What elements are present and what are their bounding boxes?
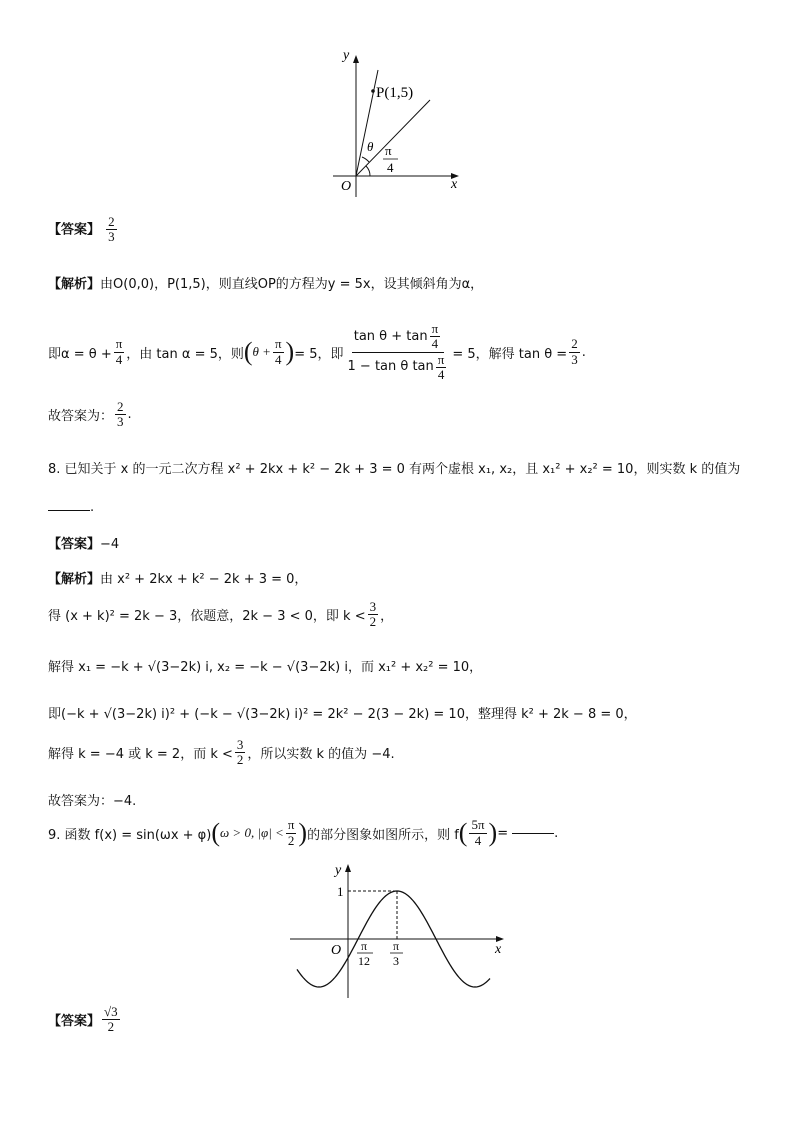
q7-analysis-line2: [48, 322, 586, 382]
a2-part-a: 得 (x + k)² = 2k − 3，依题意，2k − 3 < 0，即 k <: [48, 609, 366, 625]
line2-part-a: 即α = θ +: [48, 346, 112, 362]
y-label: y: [343, 48, 350, 63]
answer-tag: 【答案】: [48, 222, 101, 238]
q9-stem: [48, 818, 558, 848]
angle-arc-pi4: [366, 166, 370, 176]
y-label: y: [335, 863, 342, 878]
num: π: [115, 336, 123, 352]
den: 2: [369, 614, 377, 630]
paren-right: ): [298, 818, 308, 847]
q8-analysis-2: [48, 600, 393, 630]
q8-analysis-4: 即(−k + √(3−2k) i)² + (−k − √(3−2k) i)² = 2k² − 2(3 − 2k) = 10，整理得 k² + 2k − 8 = 0，: [48, 707, 637, 722]
den: 4: [474, 832, 482, 848]
num: 3: [369, 599, 377, 614]
line2-part-c: = 5，即: [294, 346, 344, 362]
tan-den-text: 1 − tan θ tan: [347, 359, 434, 375]
q7-conclusion: [48, 400, 132, 430]
analysis-tag: 【解析】: [48, 572, 101, 587]
two-thirds: [569, 337, 580, 367]
one-label: 1: [337, 884, 344, 899]
point-label: P(1,5): [376, 85, 414, 101]
q8-conclusion: 故答案为：−4.: [48, 794, 137, 809]
angle-arc-theta: [362, 157, 369, 162]
num: 3: [236, 737, 244, 752]
den: 4: [115, 351, 123, 367]
q8-analysis-3: 解得 x₁ = −k + √(3−2k) i, x₂ = −k − √(3−2k) i，而 x₁² + x₂² = 10，: [48, 660, 483, 675]
num: π: [437, 351, 445, 367]
line2-part-b: ，由 tan α = 5，则: [126, 346, 244, 362]
conclusion-text: 故答案为：: [48, 409, 114, 425]
y-axis-arrow: [353, 55, 359, 63]
pi12-num: π: [361, 939, 368, 953]
den: 4: [275, 351, 282, 367]
paren-left: (: [243, 337, 253, 367]
stem-part-c: =: [497, 825, 509, 841]
paren-right: ): [488, 818, 498, 847]
line2-part-d: = 5，解得 tan θ =: [452, 346, 568, 362]
theta-plus: θ +: [252, 344, 271, 360]
q7-analysis-line1: [48, 273, 483, 292]
answer-value: −4: [100, 537, 120, 552]
two-thirds: [115, 400, 126, 430]
period: .: [581, 344, 586, 360]
q8-analysis-1: [48, 568, 307, 587]
y-axis-arrow: [345, 864, 351, 872]
a2-part-b: ，: [380, 609, 394, 625]
answer-den: 2: [107, 1019, 115, 1035]
figure-angle-diagram: [325, 45, 475, 200]
x-label: x: [451, 177, 458, 192]
num: 5π: [471, 817, 485, 833]
pi12-den: 12: [358, 954, 370, 968]
num: π: [287, 817, 295, 833]
q9-answer: [48, 1005, 122, 1035]
answer-num: √3: [104, 1004, 118, 1019]
answer-fraction: [106, 215, 117, 245]
num: 2: [117, 399, 124, 414]
figure-sine-graph: [285, 858, 510, 1003]
tan-num: [352, 322, 444, 353]
den: 2: [287, 832, 295, 848]
origin-label: O: [341, 179, 352, 194]
q8-stem: 8. 已知关于 x 的一元二次方程 x² + 2kx + k² − 2k + 3 = 0 有两个虚根 x₁, x₂，且 x₁² + x₂² = 10，则实数 k 的值为: [48, 462, 741, 477]
answer-tag: 【答案】: [48, 1014, 101, 1030]
stem-condition: ω > 0, |φ| <: [220, 825, 284, 840]
analysis-text: 由O(0,0)，P(1,5)，则直线OP的方程为y = 5x，设其倾斜角为α，: [100, 277, 484, 292]
a5-part-a: 解得 k = −4 或 k = 2，而 k <: [48, 747, 233, 763]
analysis-text: 由 x² + 2kx + k² − 2k + 3 = 0，: [100, 572, 308, 587]
pi-over-4: [430, 322, 441, 352]
den: 4: [437, 366, 445, 382]
pi-label: π: [385, 143, 392, 158]
num: π: [274, 336, 282, 352]
answer-tag: 【答案】: [48, 537, 101, 552]
stem-part-a: 9. 函数 f(x) = sin(ωx + φ): [48, 827, 212, 843]
answer-fraction: [102, 1005, 120, 1035]
tan-sum-fraction: [346, 322, 451, 382]
tan-num-text: tan θ + tan: [353, 328, 428, 344]
three-halves: [368, 600, 379, 630]
paren-left: (: [211, 818, 220, 847]
q7-answer: [48, 215, 119, 245]
q8-analysis-5: [48, 738, 395, 768]
period: .: [127, 407, 132, 423]
x-label: x: [495, 942, 502, 957]
q8-blank: .: [48, 500, 94, 515]
pi3-num: π: [393, 939, 400, 953]
den: 2: [236, 752, 244, 768]
analysis-tag: 【解析】: [48, 277, 101, 292]
answer-blank: [48, 510, 90, 511]
tan-den: [346, 353, 451, 383]
origin-label: O: [331, 943, 342, 958]
answer-num: 2: [108, 214, 115, 229]
paren-left: (: [458, 818, 468, 847]
pi3-den: 3: [393, 954, 399, 968]
theta-label: θ: [367, 139, 374, 154]
pi-over-4: [273, 337, 284, 367]
den: 3: [571, 351, 578, 367]
period: .: [554, 825, 559, 841]
num: π: [431, 321, 439, 336]
point-p: [371, 89, 375, 93]
four-label: 4: [387, 160, 394, 175]
den: 3: [117, 414, 124, 430]
pi-over-4: [436, 353, 447, 383]
num: 2: [571, 336, 578, 352]
q8-answer: [48, 533, 119, 552]
a5-part-b: ，所以实数 k 的值为 −4.: [247, 747, 395, 763]
three-halves: [235, 738, 246, 768]
den: 4: [431, 336, 439, 352]
five-pi-over-4: [469, 818, 486, 848]
answer-blank: [512, 833, 554, 834]
pi-over-4: [114, 337, 125, 367]
stem-part-b: 的部分图象如图所示，则 f: [307, 827, 459, 843]
pi-over-2: [286, 818, 297, 848]
answer-den: 3: [108, 229, 115, 245]
paren-right: ): [285, 337, 295, 367]
